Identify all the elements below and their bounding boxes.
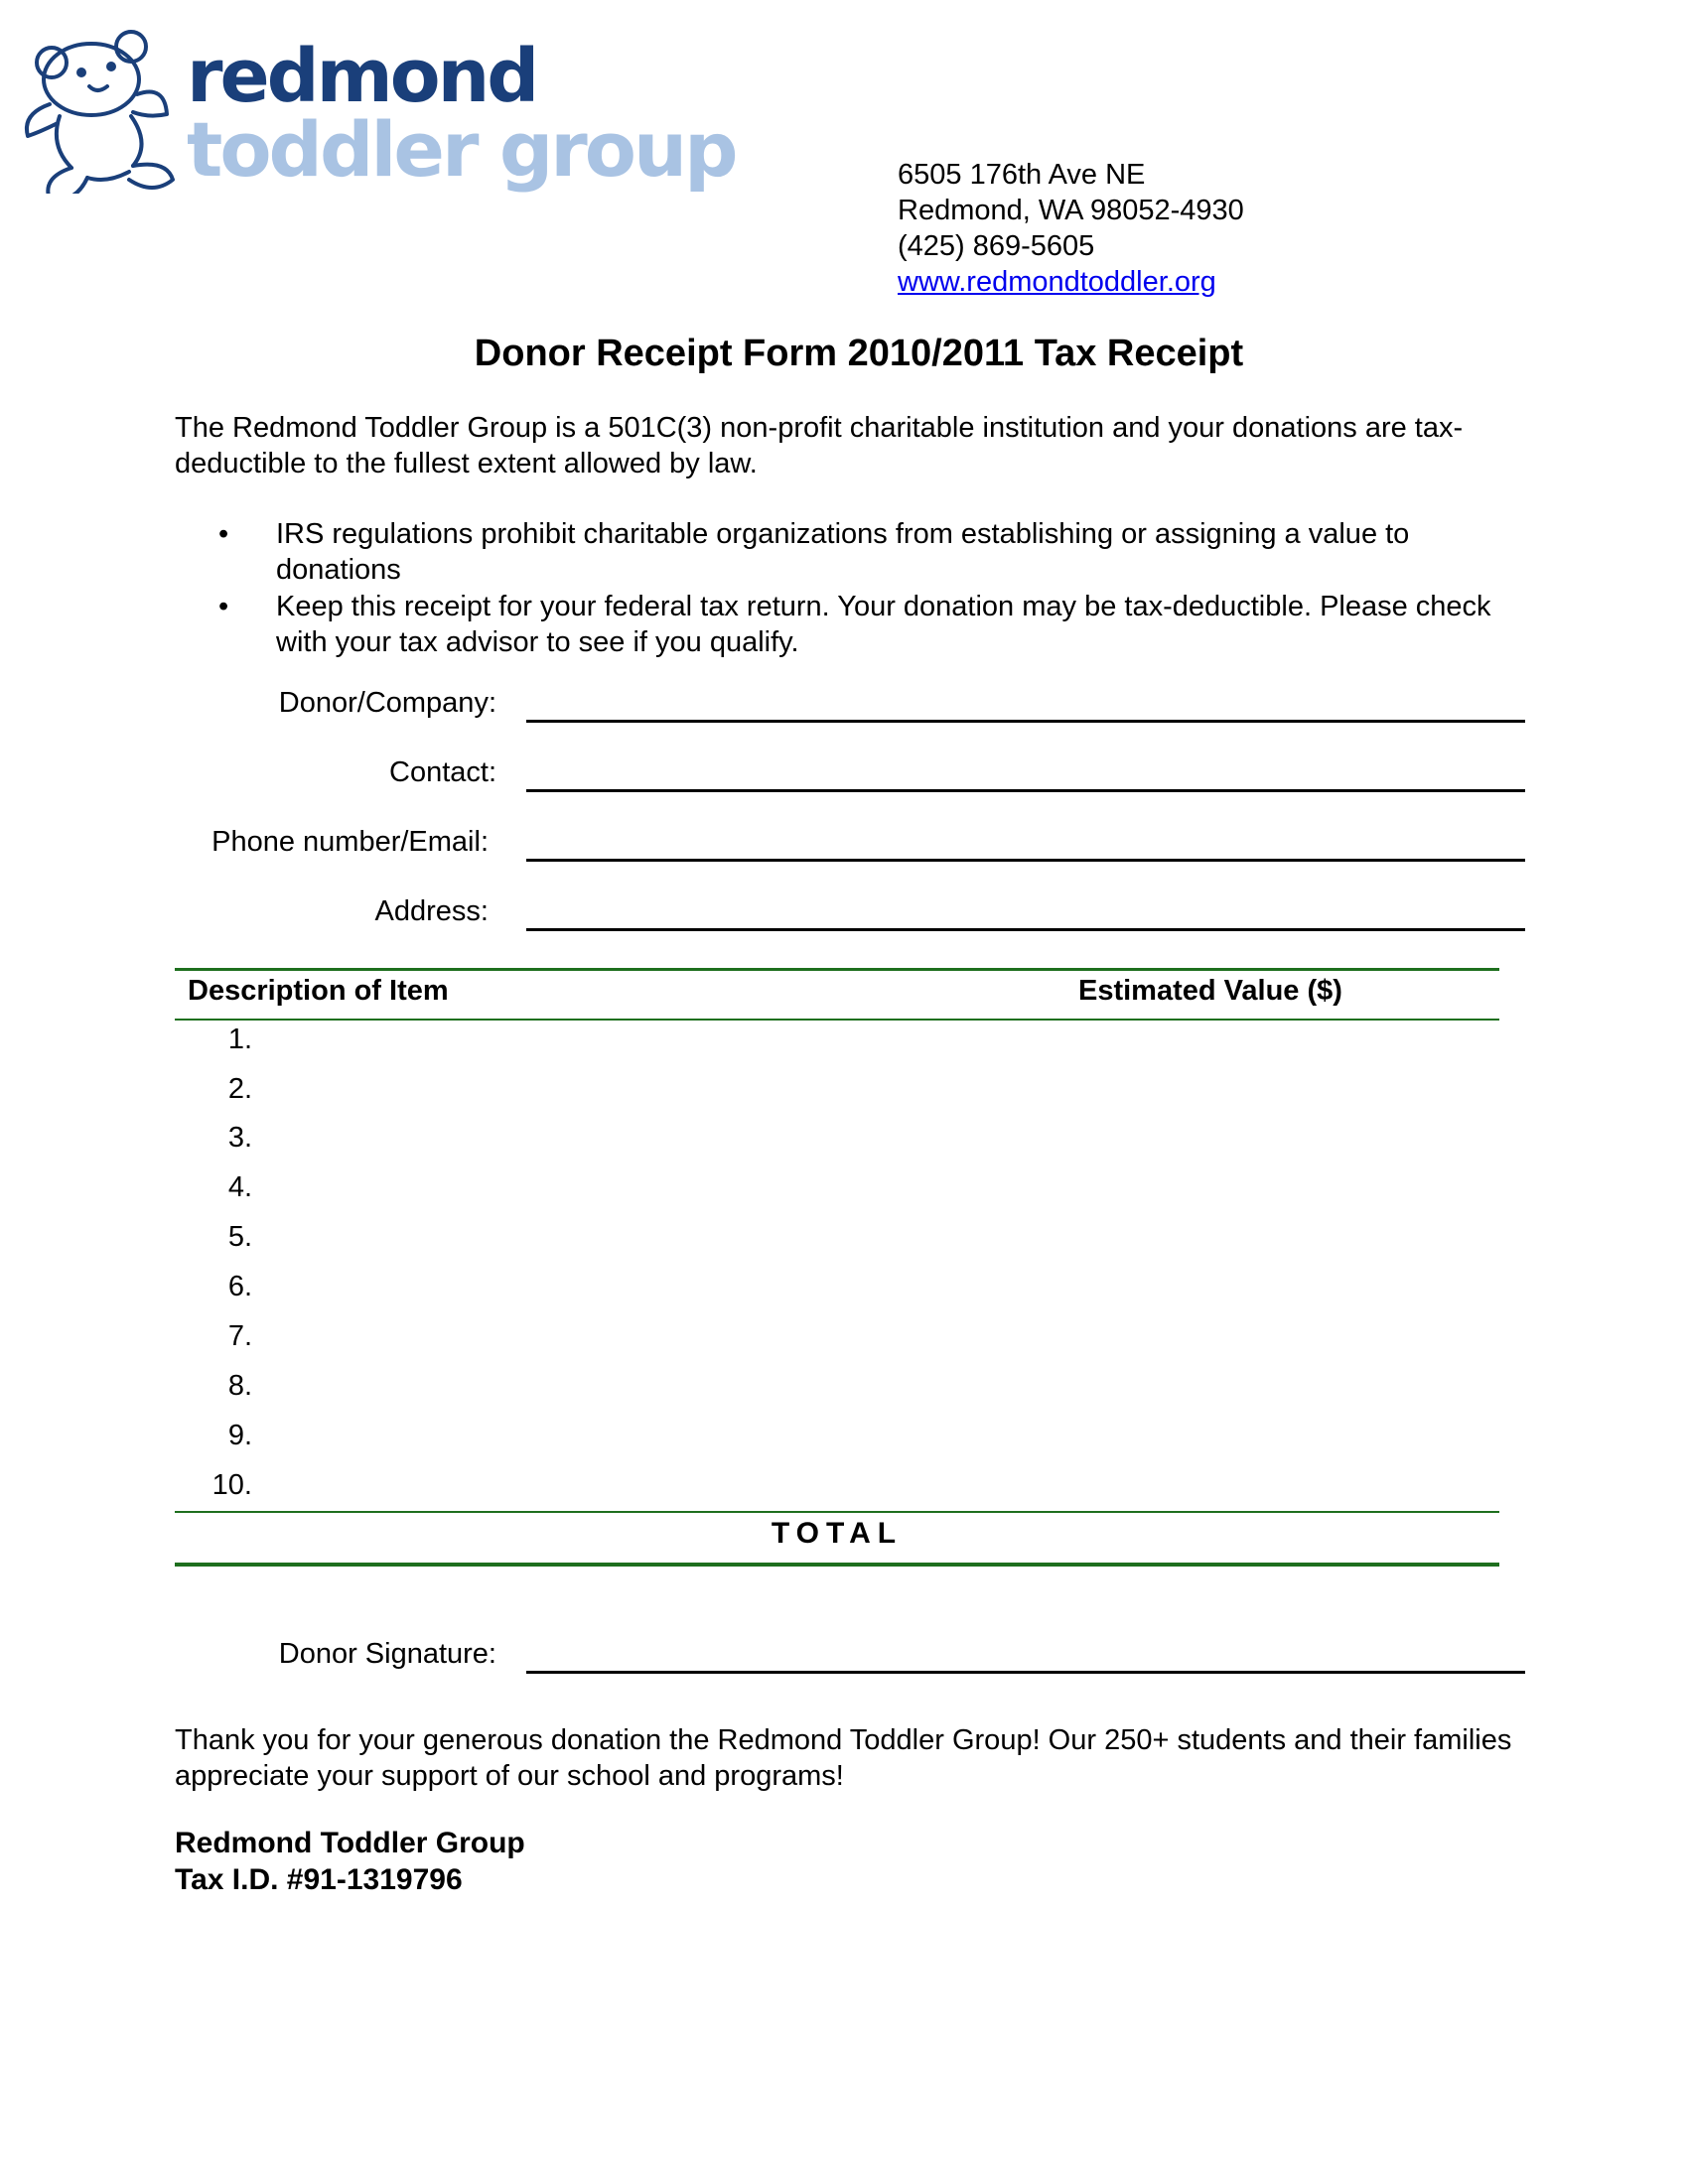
column-header-estimated-value: Estimated Value ($): [1078, 975, 1342, 1007]
phone-email-label: Phone number/Email:: [211, 826, 489, 858]
donor-signature-field[interactable]: [526, 1671, 1525, 1674]
table-header-rule: [175, 1019, 1499, 1021]
donor-company-label: Donor/Company:: [278, 687, 496, 719]
address-field[interactable]: [526, 928, 1525, 931]
address-phone: (425) 869-5605: [898, 230, 1095, 262]
page-title: Donor Receipt Form 2010/2011 Tax Receipt: [474, 333, 1244, 374]
bullet-text: Keep this receipt for your federal tax return. Your donation may be tax-deductible. Please check with your tax advisor to see if you qualify.: [276, 591, 1491, 658]
contact-field[interactable]: [526, 789, 1525, 792]
intro-paragraph: The Redmond Toddler Group is a 501C(3) non-profit charitable institution and your donations are tax-deductible to the fullest extent allowed by law.: [175, 412, 1464, 479]
bullet-list: [216, 516, 1507, 661]
bullet-text: IRS regulations prohibit charitable organizations from establishing or assigning a value to donations: [276, 518, 1410, 586]
table-row-number: 7.: [227, 1320, 252, 1352]
address-block: [898, 157, 1244, 300]
logo: [20, 25, 736, 194]
total-label: TOTAL: [771, 1517, 904, 1550]
table-top-rule: [175, 968, 1499, 971]
thank-you-paragraph: Thank you for your generous donation the Redmond Toddler Group! Our 250+ students and their families appreciate your support of our school and programs!: [175, 1724, 1512, 1792]
contact-label: Contact:: [389, 756, 496, 788]
table-bottom-rule: [175, 1563, 1499, 1567]
org-tax-id: Tax I.D. #91-1319796: [175, 1863, 463, 1896]
teddy-bear-icon: [20, 25, 194, 194]
table-row-number: 8.: [227, 1370, 252, 1402]
donor-signature-label: Donor Signature:: [278, 1638, 496, 1670]
website-link[interactable]: www.redmondtoddler.org: [898, 266, 1216, 298]
bullet-icon: •: [218, 518, 229, 550]
table-row-number: 4.: [227, 1171, 252, 1203]
address-street: 6505 176th Ave NE: [898, 159, 1146, 191]
address-label: Address:: [374, 895, 489, 927]
table-row-number: 3.: [227, 1122, 252, 1154]
table-row-number: 6.: [227, 1271, 252, 1302]
logo-text-toddler-group: toddler group: [187, 105, 736, 194]
table-row-number: 2.: [227, 1073, 252, 1105]
org-name: Redmond Toddler Group: [175, 1827, 525, 1859]
table-row-number: 1.: [227, 1024, 252, 1055]
table-row-number: 10.: [211, 1469, 252, 1501]
list-item: [216, 516, 1507, 588]
org-block: [175, 1825, 525, 1898]
list-item: [216, 589, 1507, 660]
donor-company-field[interactable]: [526, 720, 1525, 723]
logo-text-redmond: redmond: [187, 34, 537, 119]
table-row-number: 5.: [227, 1221, 252, 1253]
table-total-rule: [175, 1511, 1499, 1513]
phone-email-field[interactable]: [526, 859, 1525, 862]
address-city: Redmond, WA 98052-4930: [898, 195, 1244, 226]
bullet-icon: •: [218, 591, 229, 622]
table-row-number: 9.: [227, 1420, 252, 1451]
column-header-description: Description of Item: [188, 975, 449, 1007]
